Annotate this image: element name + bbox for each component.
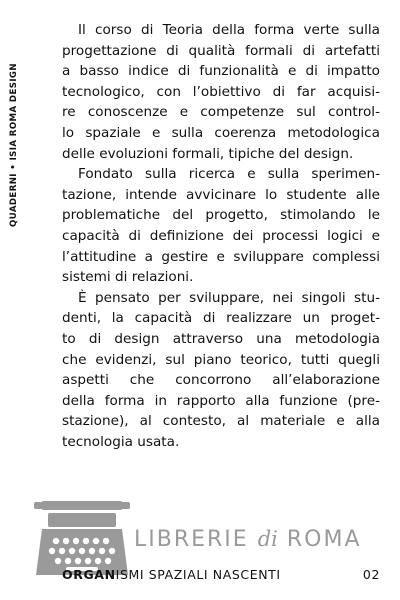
text-line: re conoscenze e competenze sul control-	[62, 104, 380, 121]
body-text	[62, 20, 380, 452]
brand-city: ROMA	[286, 527, 362, 552]
text-line: tecnologia usata.	[62, 433, 180, 450]
series-title-rest: ISMI SPAZIALI NASCENTI	[115, 567, 281, 582]
text-line: progettazione di qualità formali di artefatti	[62, 42, 380, 59]
brand-di: di	[257, 527, 278, 551]
text-line: aspetti che concorrono all’elaborazione	[62, 372, 380, 389]
text-line: delle evoluzioni formali, tipiche del design.	[62, 145, 354, 162]
text-line: che evidenzi, sul piano teorico, tutti quegli	[62, 351, 380, 368]
page-number: 02	[362, 567, 380, 582]
text-line: a basso indice di funzionalità e di impatto	[62, 63, 380, 80]
brand-main: LIBRERIE	[134, 527, 249, 552]
spine-label	[0, 50, 28, 240]
text-line: l’attitudine a gestire e sviluppare complessi	[62, 248, 380, 265]
series-title-bold: ORGAN	[62, 567, 116, 582]
text-line: lo spaziale e sulla coerenza metodologica	[62, 124, 380, 141]
text-line: capacità di definizione dei processi logici e	[62, 227, 380, 244]
spine-text: QUADERNI • ISIA ROMA DESIGN	[9, 63, 20, 227]
text-line: Fondato sulla ricerca e sulla sperimen-	[78, 166, 380, 183]
text-line: Il corso di Teoria della forma verte sulla	[78, 22, 380, 38]
text-line: tazione, intende avvicinare lo studente alle	[62, 186, 380, 203]
series-title	[62, 567, 380, 582]
text-line: denti, la capacità di realizzare un proget-	[62, 310, 380, 327]
text-line: È pensato per sviluppare, nei singoli stu-	[78, 289, 380, 306]
text-line: problematiche del progetto, stimolando le	[62, 207, 380, 224]
text-line: tecnologico, con l’obiettivo di far acquisi-	[62, 83, 380, 100]
text-line: sistemi di relazioni.	[62, 269, 194, 286]
text-line: della forma in rapporto alla funzione (pre-	[62, 392, 380, 409]
text-line: to di design attraverso una metodologia	[62, 330, 380, 347]
bookstore-name	[134, 527, 362, 552]
text-line: stazione), al contesto, al materiale e alla	[62, 413, 380, 430]
